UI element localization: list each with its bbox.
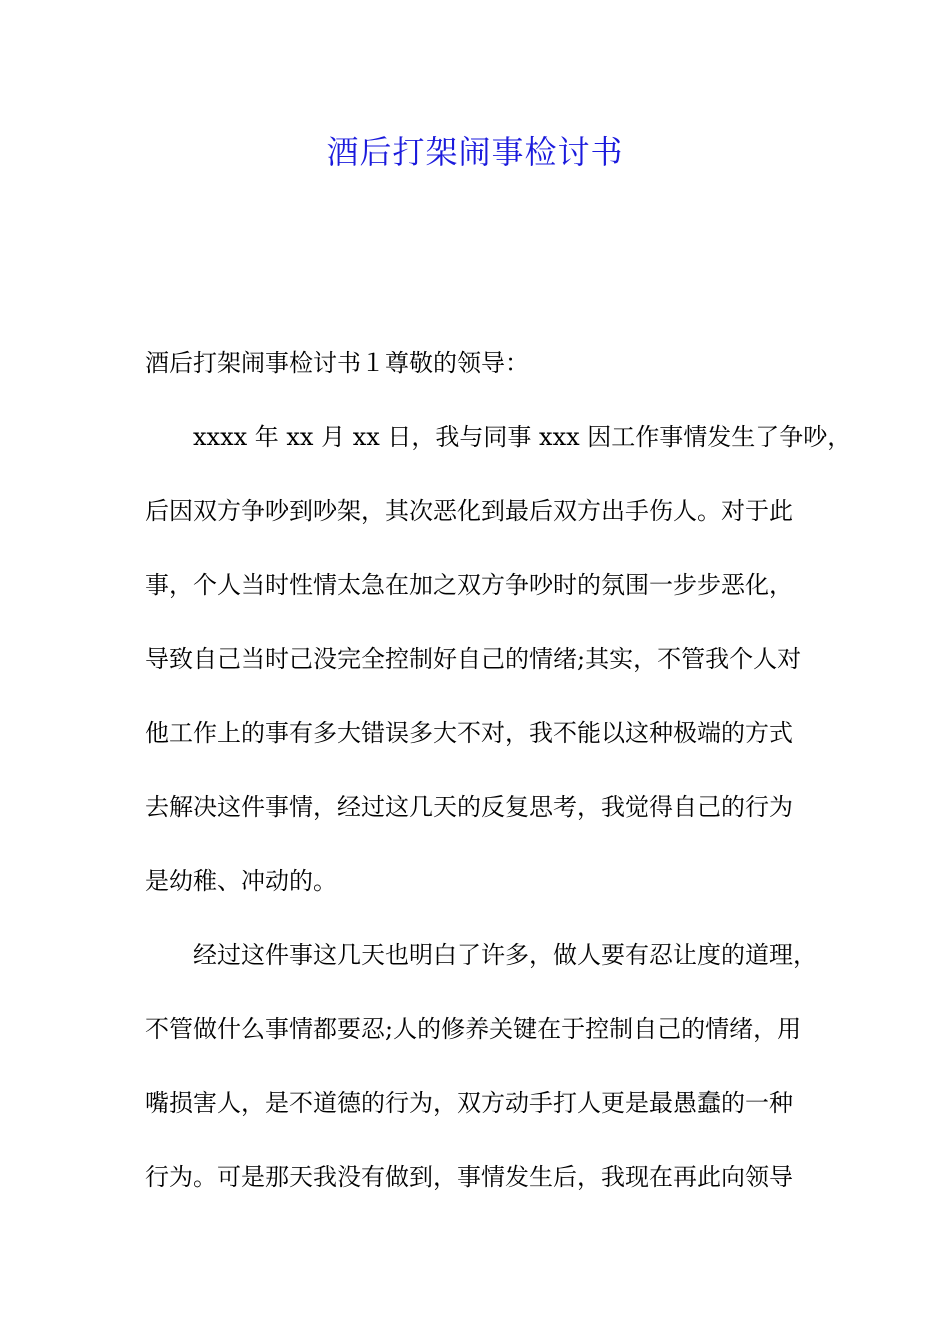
paragraph-line: 导致自己当时己没完全控制好自己的情绪;其实，不管我个人对	[145, 645, 802, 673]
document-body	[145, 339, 852, 1227]
paragraph-line: 行为。可是那天我没有做到，事情发生后，我现在再此向领导	[145, 1163, 793, 1191]
salutation-line: 酒后打架闹事检讨书１尊敬的领导：	[145, 349, 529, 377]
paragraph-line: xxxx 年 xx 月 xx 日，我与同事 xxx 因工作事情发生了争吵，	[193, 423, 852, 451]
paragraph-line: 嘴损害人，是不道德的行为，双方动手打人更是最愚蠢的一种	[145, 1089, 793, 1117]
paragraph-line: 事，个人当时性情太急在加之双方争吵时的氛围一步步恶化，	[145, 571, 793, 599]
document-title: 酒后打架闹事检讨书	[326, 133, 624, 171]
paragraph-line: 后因双方争吵到吵架，其次恶化到最后双方出手伤人。对于此	[145, 497, 793, 525]
paragraph-line: 不管做什么事情都要忍;人的修养关键在于控制自己的情绪，用	[145, 1015, 802, 1043]
paragraph-line: 他工作上的事有多大错误多大不对，我不能以这种极端的方式	[145, 719, 793, 747]
paragraph-line: 经过这件事这几天也明白了许多，做人要有忍让度的道理，	[193, 941, 817, 969]
paragraph-line: 去解决这件事情，经过这几天的反复思考，我觉得自己的行为	[145, 793, 793, 821]
paragraph-line: 是幼稚、冲动的。	[145, 867, 337, 895]
